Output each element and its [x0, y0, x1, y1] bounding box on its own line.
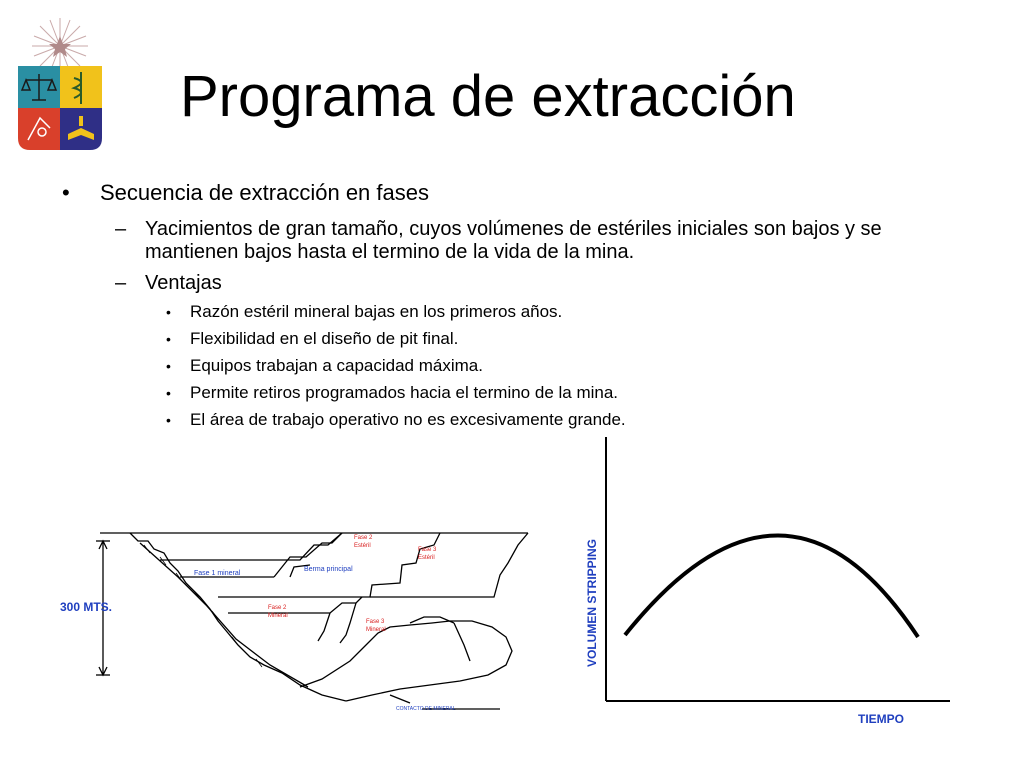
sub-bullet-text: Yacimientos de gran tamaño, cuyos volúmenes de estériles iniciales son bajos y se mantienen bajos hasta el termino de la vida de la mina. [145, 218, 882, 263]
fase2-esteril-label-2: Estéril [354, 543, 371, 549]
advantage-text: El área de trabajo operativo no es excesivamente grande. [190, 410, 626, 429]
fase2-mineral-label: Fase 2 [268, 605, 287, 611]
star-icon [32, 18, 88, 74]
advantage-marker: • [166, 358, 171, 374]
stripping-volume-graph [570, 435, 960, 735]
fase1-label: Fase 1 mineral [194, 570, 241, 577]
advantage-text: Razón estéril mineral bajas en los primeros años. [190, 302, 563, 321]
fase2-mineral-label-2: Mineral [268, 613, 288, 619]
sub-bullet-marker: – [115, 272, 127, 294]
bullet-text: Secuencia de extracción en fases [100, 180, 429, 205]
slide-title: Programa de extracción [180, 64, 796, 129]
advantage-marker: • [166, 412, 171, 428]
advantage-text: Equipos trabajan a capacidad máxima. [190, 356, 483, 375]
advantage-text: Permite retiros programados hacia el termino de la mina. [190, 383, 619, 402]
x-axis-label: TIEMPO [858, 712, 905, 726]
fase3-mineral-label-2: Mineral [366, 627, 386, 633]
bullet-marker: • [62, 180, 70, 205]
advantage-marker: • [166, 304, 171, 320]
stripping-curve [625, 535, 918, 637]
ore-body-outline [300, 621, 512, 701]
fase3-esteril-label: Fase 3 [418, 547, 437, 553]
berma-label: Berma principal [304, 566, 353, 573]
fase3-mineral-label: Fase 3 [366, 619, 385, 625]
advantage-marker: • [166, 385, 171, 401]
depth-label: 300 MTS. [60, 600, 113, 614]
advantage-text: Flexibilidad en el diseño de pit final. [190, 329, 459, 348]
pit-left-wall [130, 533, 346, 701]
university-crest-logo [10, 14, 110, 156]
pit-phase-diagram [60, 505, 540, 730]
shield-icon [18, 66, 102, 150]
fase3-esteril-label-2: Estéril [418, 555, 435, 561]
advantage-marker: • [166, 331, 171, 347]
contacto-label: CONTACTO DE MINERAL [396, 706, 456, 712]
fase2-esteril-label: Fase 2 [354, 535, 373, 541]
sub-bullet-text: Ventajas [145, 272, 222, 294]
y-axis-label: VOLUMEN STRIPPING [585, 538, 599, 667]
sub-bullet-marker: – [115, 218, 127, 240]
